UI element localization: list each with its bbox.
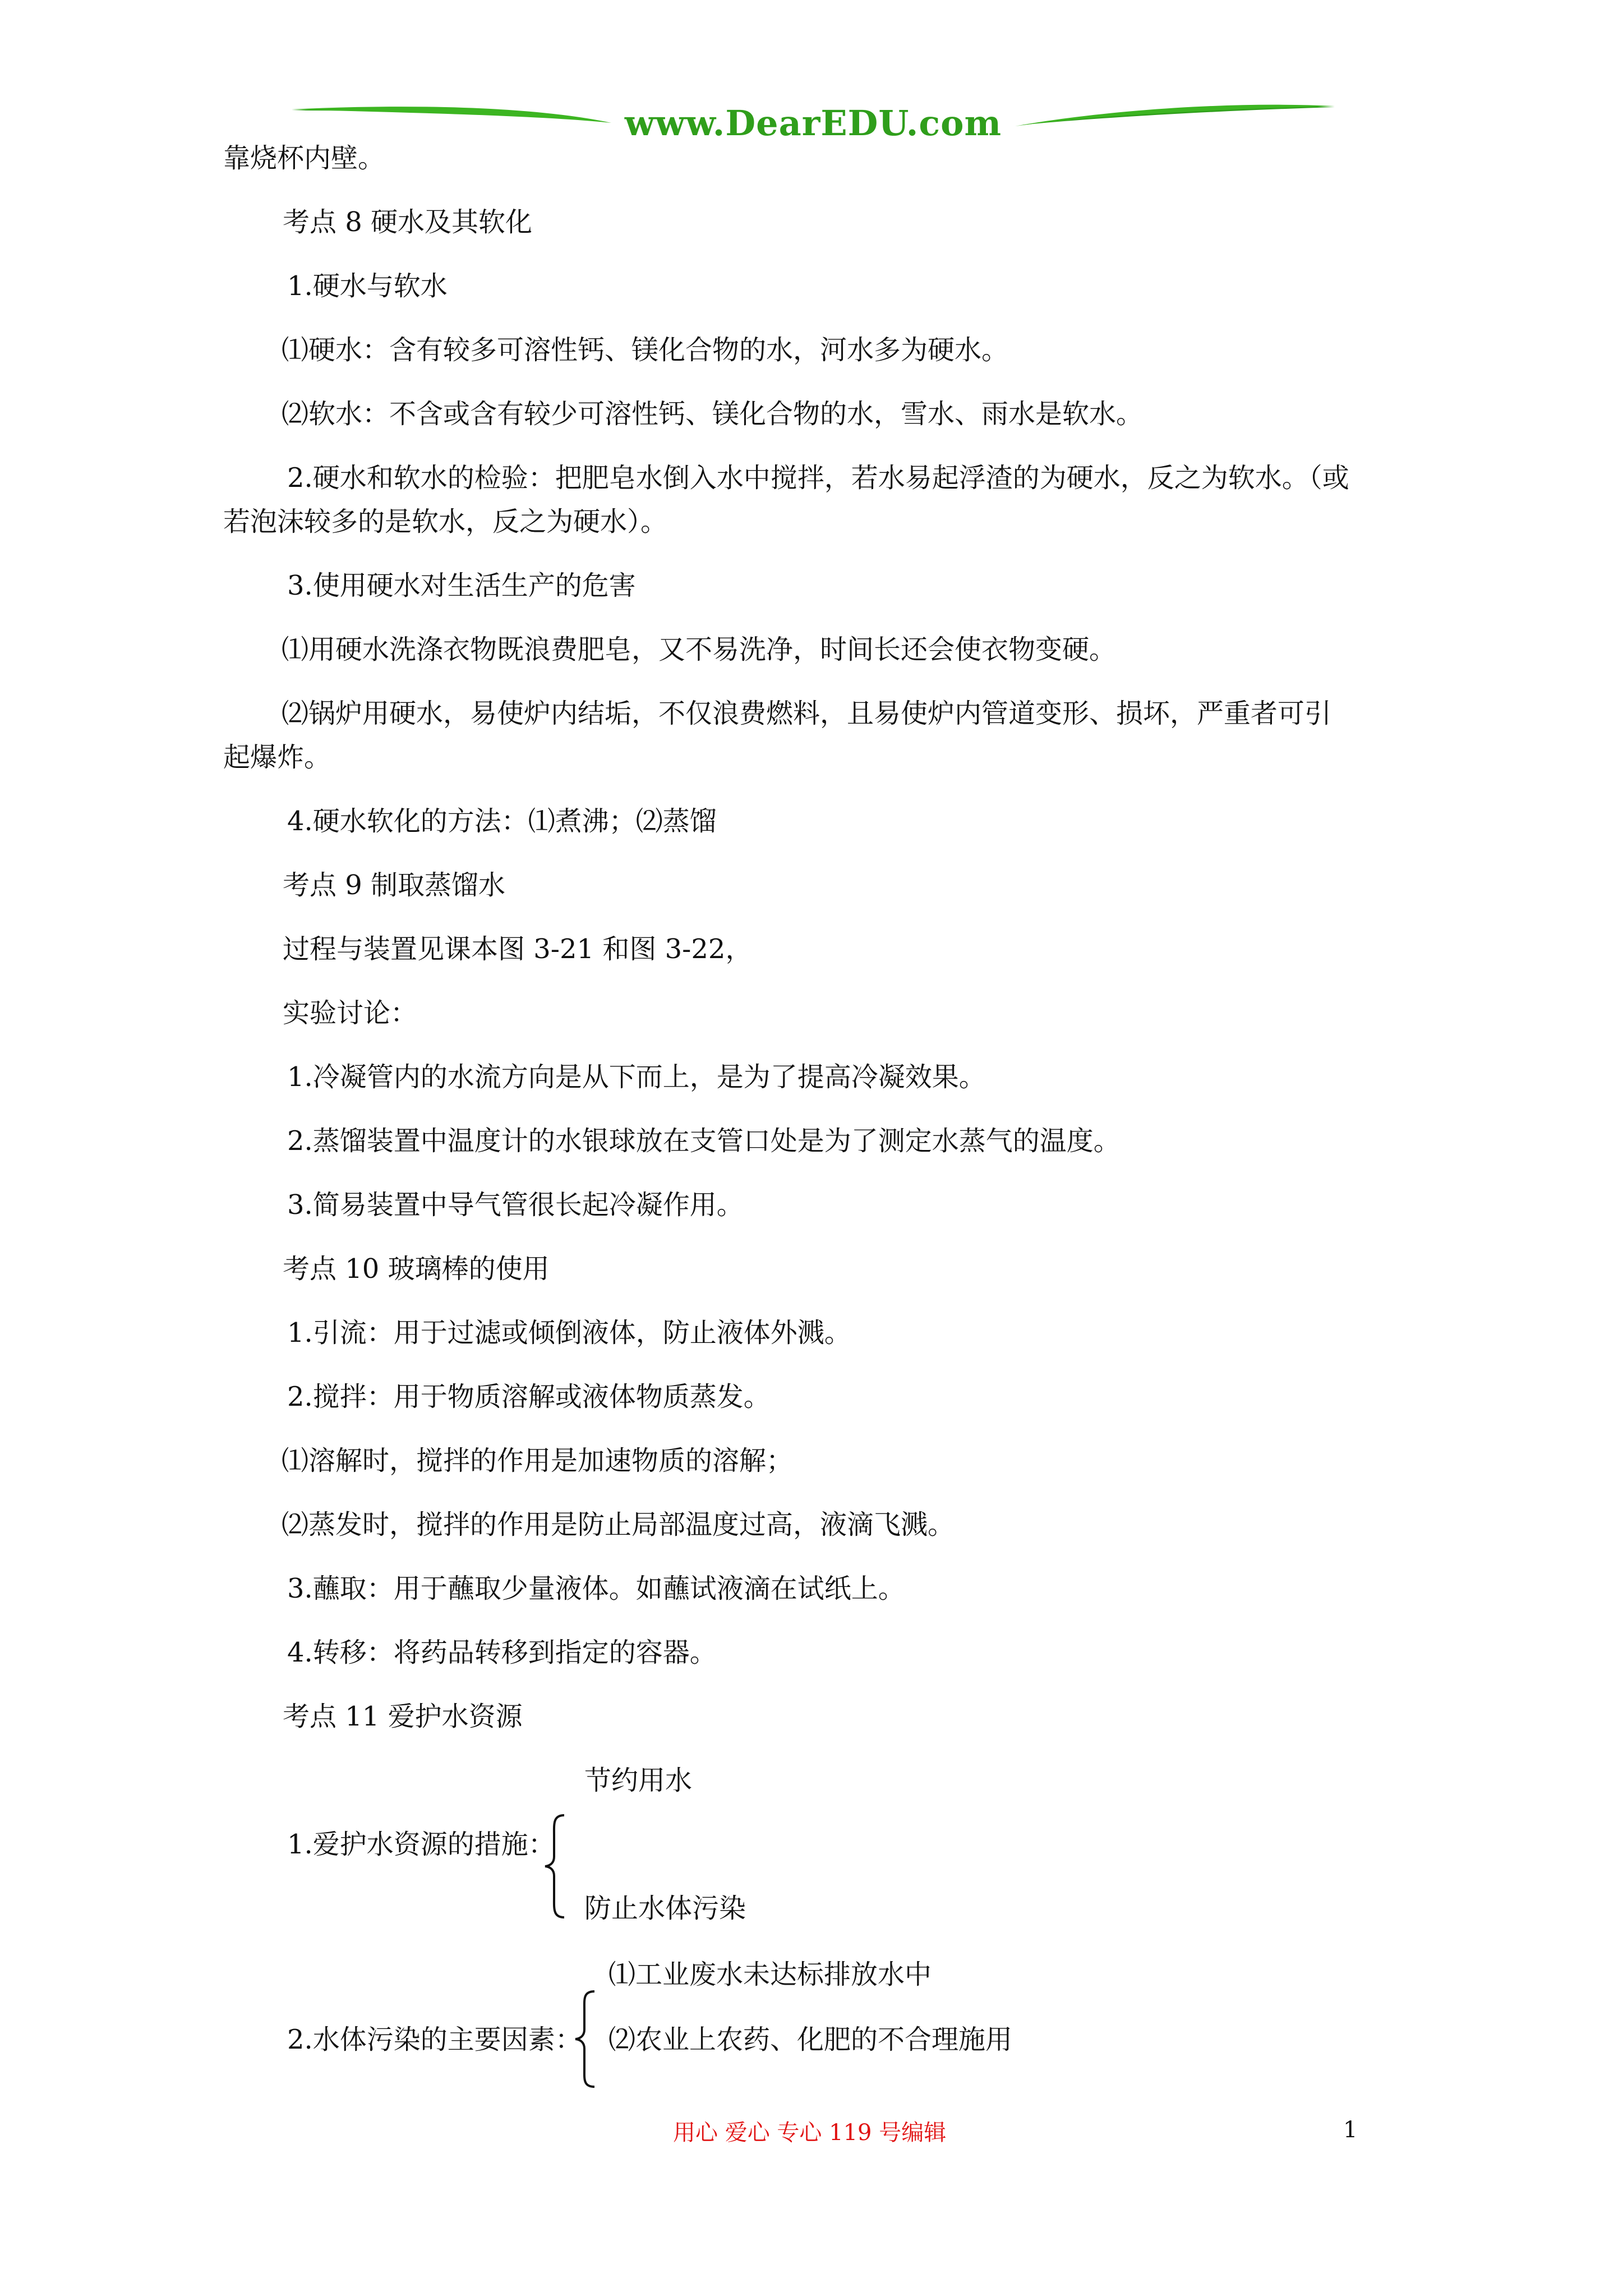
brace-item: 节约用水 [584,1765,693,1796]
text-line: ⑵蒸发时，搅拌的作用是防止局部温度过高，液滴飞溅。 [282,1509,955,1540]
text-line: 过程与装置见课本图 3-21 和图 3-22， [283,933,753,965]
text-line: 1.冷凝管内的水流方向是从下而上，是为了提高冷凝效果。 [287,1061,986,1093]
text-line: ⑵锅炉用硬水，易使炉内结垢，不仅浪费燃料，且易使炉内管道变形、损坏，严重者可引 [282,698,1332,729]
text-line: 靠烧杯内壁。 [223,142,385,174]
brace-item: ⑴工业废水未达标排放水中 [608,1959,932,1990]
curly-brace-icon [572,1989,600,2089]
text-line: 3.蘸取：用于蘸取少量液体。如蘸试液滴在试纸上。 [287,1573,905,1604]
text-line: 3.使用硬水对生活生产的危害 [287,570,636,601]
text-line: 2.硬水和软水的检验：把肥皂水倒入水中搅拌，若水易起浮渣的为硬水，反之为软水。（或 [287,462,1349,494]
text-line: ⑴溶解时，搅拌的作用是加速物质的溶解； [282,1445,794,1476]
brace-label: 1.爱护水资源的措施： [287,1829,555,1860]
text-line: 3.简易装置中导气管很长起冷凝作用。 [287,1189,744,1221]
text-line: 起爆炸。 [223,742,331,773]
section-heading: 考点 10 玻璃棒的使用 [283,1253,550,1285]
text-line: ⑵软水：不含或含有较少可溶性钙、镁化合物的水，雪水、雨水是软水。 [282,398,1144,430]
text-line: 4.硬水软化的方法：⑴煮沸；⑵蒸馏 [287,806,717,837]
page-number: 1 [1343,2117,1358,2143]
brace-item: 防止水体污染 [584,1893,746,1924]
section-heading: 考点 9 制取蒸馏水 [283,869,506,901]
text-line: ⑴硬水：含有较多可溶性钙、镁化合物的水，河水多为硬水。 [282,334,1009,366]
site-url: www.DearEDU.com [624,103,1002,144]
text-line: 1.硬水与软水 [287,270,448,302]
text-line: 4.转移：将药品转移到指定的容器。 [287,1637,717,1668]
section-heading: 考点 8 硬水及其软化 [283,206,533,238]
site-header-logo [292,98,1335,151]
brace-item: ⑵农业上农药、化肥的不合理施用 [608,2024,1013,2055]
text-line: 实验讨论： [283,997,418,1029]
curly-brace-icon [543,1813,571,1920]
text-line: 2.搅拌：用于物质溶解或液体物质蒸发。 [287,1381,771,1412]
section-heading: 考点 11 爱护水资源 [283,1701,523,1732]
footer-editor-note: 用心 爱心 专心 119 号编辑 [673,2120,947,2146]
text-line: ⑴用硬水洗涤衣物既浪费肥皂，又不易洗净，时间长还会使衣物变硬。 [282,634,1117,665]
brace-label: 2.水体污染的主要因素： [287,2024,582,2055]
text-line: 若泡沫较多的是软水，反之为硬水）。 [223,506,668,537]
text-line: 2.蒸馏装置中温度计的水银球放在支管口处是为了测定水蒸气的温度。 [287,1125,1121,1157]
text-line: 1.引流：用于过滤或倾倒液体，防止液体外溅。 [287,1317,851,1349]
